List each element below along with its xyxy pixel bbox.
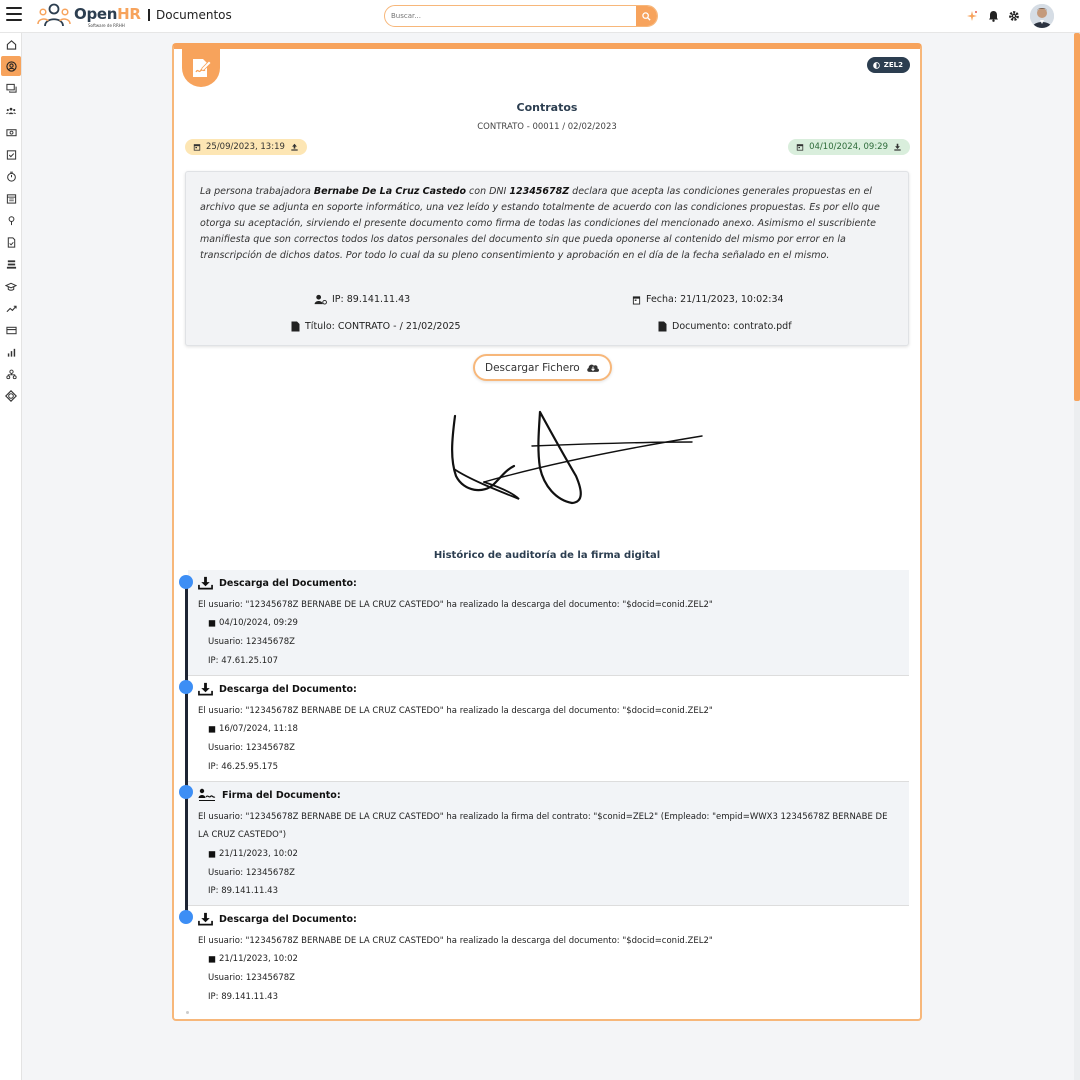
audit-entry-ip: IP: 89.141.11.43	[208, 886, 278, 896]
audit-entry-type: Descarga del Documento:	[198, 682, 357, 696]
sidebar-item-calendar[interactable]	[1, 188, 21, 208]
document-check-icon	[6, 237, 17, 248]
logo-people-icon	[36, 2, 72, 30]
user-ip-icon	[314, 294, 327, 305]
sparkle-icon	[966, 10, 978, 22]
timeline-dot	[179, 910, 193, 924]
settings-button[interactable]	[1007, 9, 1021, 23]
timeline-dot	[179, 575, 193, 589]
audit-entry	[188, 782, 909, 906]
audit-entry-description: El usuario: "12345678Z BERNABE DE LA CRUZ CASTEDO" ha realizado la firma del contrato: "$conid=ZEL2" (Empleado: "empid=WWX3 12345678Z BERNABE DE LA CRUZ CASTEDO")	[198, 812, 888, 840]
audit-entry-ip: IP: 46.25.95.175	[208, 762, 278, 772]
timeline-dot	[179, 680, 193, 694]
sidebar	[0, 33, 22, 1080]
file-icon	[658, 321, 667, 332]
download-icon	[198, 682, 213, 696]
download-icon	[198, 576, 213, 590]
contract-subtitle: CONTRATO - 00011 / 02/02/2023	[477, 122, 617, 132]
sparkle-button[interactable]	[965, 9, 979, 23]
audit-entry	[188, 570, 909, 676]
audit-entry-user: Usuario: 12345678Z	[208, 868, 295, 878]
download-icon	[893, 143, 902, 151]
audit-entry-description: El usuario: "12345678Z BERNABE DE LA CRUZ CASTEDO" ha realizado la descarga del documento: "$docid=conid.ZEL2"	[198, 706, 713, 716]
download-file-label: Descargar Fichero	[485, 361, 580, 374]
cloud-download-icon	[586, 362, 600, 373]
audit-entry-type: Descarga del Documento:	[198, 576, 357, 590]
stamp-icon	[6, 259, 17, 270]
sidebar-item-sign[interactable]	[1, 254, 21, 274]
avatar-image	[1030, 4, 1054, 28]
search-button[interactable]	[636, 6, 657, 26]
audit-history-title: Histórico de auditoría de la firma digital	[433, 550, 661, 561]
audit-entry-date: 21/11/2023, 10:02	[208, 849, 298, 859]
card-icon	[6, 325, 17, 336]
download-date-pill[interactable]	[788, 139, 910, 155]
page-title: Documentos	[148, 9, 232, 21]
calendar-check-icon	[6, 149, 17, 160]
declaration-text: La persona trabajadora Bernabe De La Cruz Castedo con DNI 12345678Z declara que acepta las condiciones generales propuestas en el archivo que se adjunta en soporte informático, una vez leído y estando totalmente de acuerdo con las condiciones propuestas. Es por ello que otorga su aceptación, sirviendo el presente documento como firma de todas las condiciones del mencionado anexo. Asimismo el suscribiente manifiesta que son correctos todos los datos personales del documento sin que pueda oponerse al contenido del mismo por error en la transcripción de dichos datos. Por todo lo cual da su pleno consentimiento y aprobación en el día de la fecha señalado en el mismo.	[200, 186, 880, 261]
audit-entry-type: Descarga del Documento:	[198, 912, 357, 926]
graduation-icon	[5, 281, 17, 292]
audit-entry-date: 21/11/2023, 10:02	[208, 954, 298, 964]
upload-date: 25/09/2023, 13:19	[206, 142, 285, 152]
calendar-icon	[208, 619, 216, 627]
sidebar-item-home[interactable]	[1, 34, 21, 54]
employee-dni: 12345678Z	[509, 186, 570, 197]
file-icon	[291, 321, 300, 332]
signature-ip: IP: 89.141.11.43	[314, 294, 410, 305]
timeline-dot	[179, 785, 193, 799]
openhr-logo[interactable]	[36, 2, 140, 30]
sidebar-item-messages[interactable]	[1, 78, 21, 98]
document-file: Documento: contrato.pdf	[658, 321, 792, 332]
top-actions	[965, 4, 1054, 28]
user-avatar[interactable]	[1030, 4, 1054, 28]
menu-icon[interactable]	[6, 7, 22, 21]
audit-entry-date: 04/10/2024, 09:29	[208, 618, 298, 628]
calendar-icon	[208, 725, 216, 733]
half-circle-icon	[873, 62, 880, 69]
audit-entry-description: El usuario: "12345678Z BERNABE DE LA CRUZ CASTEDO" ha realizado la descarga del documento: "$docid=conid.ZEL2"	[198, 600, 713, 610]
stopwatch-icon	[6, 171, 17, 182]
logo-tagline: Software de RRHH	[88, 23, 125, 28]
trend-icon	[6, 303, 17, 314]
sidebar-item-training[interactable]	[1, 276, 21, 296]
signature-date: Fecha: 21/11/2023, 10:02:34	[632, 294, 784, 305]
money-icon	[6, 127, 17, 138]
chat-icon	[6, 83, 17, 94]
sidebar-item-performance[interactable]	[1, 298, 21, 318]
timeline-end	[186, 1011, 189, 1014]
calendar-icon	[208, 955, 216, 963]
sign-document-icon	[190, 57, 212, 79]
contract-card	[172, 43, 922, 1021]
bell-icon	[988, 10, 999, 22]
badge-label: ZEL2	[883, 61, 903, 69]
sidebar-item-organization[interactable]	[1, 364, 21, 384]
audit-entry-user: Usuario: 12345678Z	[208, 973, 295, 983]
signature-icon	[198, 788, 216, 802]
upload-icon	[290, 143, 299, 151]
calendar-icon	[796, 143, 804, 151]
home-icon	[6, 39, 17, 50]
notifications-button[interactable]	[986, 9, 1000, 23]
calendar-icon	[208, 850, 216, 858]
document-sign-badge	[182, 49, 220, 87]
audit-entry-type: Firma del Documento:	[198, 788, 341, 802]
audit-entry-ip: IP: 89.141.11.43	[208, 992, 278, 1002]
sidebar-item-documents[interactable]	[1, 232, 21, 252]
org-chart-icon	[6, 369, 17, 380]
gear-icon	[1008, 10, 1020, 22]
audit-entry-user: Usuario: 12345678Z	[208, 637, 295, 647]
audit-entry-date: 16/07/2024, 11:18	[208, 724, 298, 734]
team-icon	[5, 105, 17, 116]
audit-entry	[188, 676, 909, 782]
audit-entry	[188, 906, 909, 1012]
top-bar	[0, 0, 1080, 33]
download-file-button[interactable]	[473, 354, 612, 381]
sidebar-item-reports[interactable]	[1, 342, 21, 362]
search-box	[384, 5, 658, 27]
download-date: 04/10/2024, 09:29	[809, 142, 888, 152]
sidebar-item-objectives[interactable]	[1, 386, 21, 406]
download-icon	[198, 912, 213, 926]
sidebar-item-absences[interactable]	[1, 144, 21, 164]
audit-entry-ip: IP: 47.61.25.107	[208, 656, 278, 666]
signature-image	[444, 404, 714, 514]
user-circle-icon	[6, 61, 17, 72]
document-title: Título: CONTRATO - / 21/02/2025	[291, 321, 461, 332]
bar-chart-icon	[6, 347, 17, 358]
target-icon	[5, 390, 17, 402]
sidebar-item-location[interactable]	[1, 210, 21, 230]
employee-name: Bernabe De La Cruz Castedo	[313, 186, 467, 197]
calendar-icon	[6, 193, 17, 204]
calendar-icon	[632, 295, 641, 305]
upload-date-pill[interactable]	[185, 139, 307, 155]
sidebar-item-expenses[interactable]	[1, 320, 21, 340]
sidebar-item-payroll[interactable]	[1, 122, 21, 142]
location-icon	[6, 215, 17, 226]
sidebar-item-team[interactable]	[1, 100, 21, 120]
sidebar-item-profile[interactable]	[1, 56, 21, 76]
calendar-icon	[193, 143, 201, 151]
contract-title: Contratos	[516, 101, 578, 114]
logo-brand: OpenHR	[74, 5, 141, 23]
scrollbar-thumb[interactable]	[1074, 33, 1080, 401]
search-icon	[642, 12, 651, 21]
sidebar-item-timesheet[interactable]	[1, 166, 21, 186]
company-badge	[867, 57, 910, 73]
declaration-box	[185, 171, 909, 346]
audit-entry-user: Usuario: 12345678Z	[208, 743, 295, 753]
search-input[interactable]	[391, 9, 631, 23]
audit-entry-description: El usuario: "12345678Z BERNABE DE LA CRUZ CASTEDO" ha realizado la descarga del documento: "$docid=conid.ZEL2"	[198, 936, 713, 946]
